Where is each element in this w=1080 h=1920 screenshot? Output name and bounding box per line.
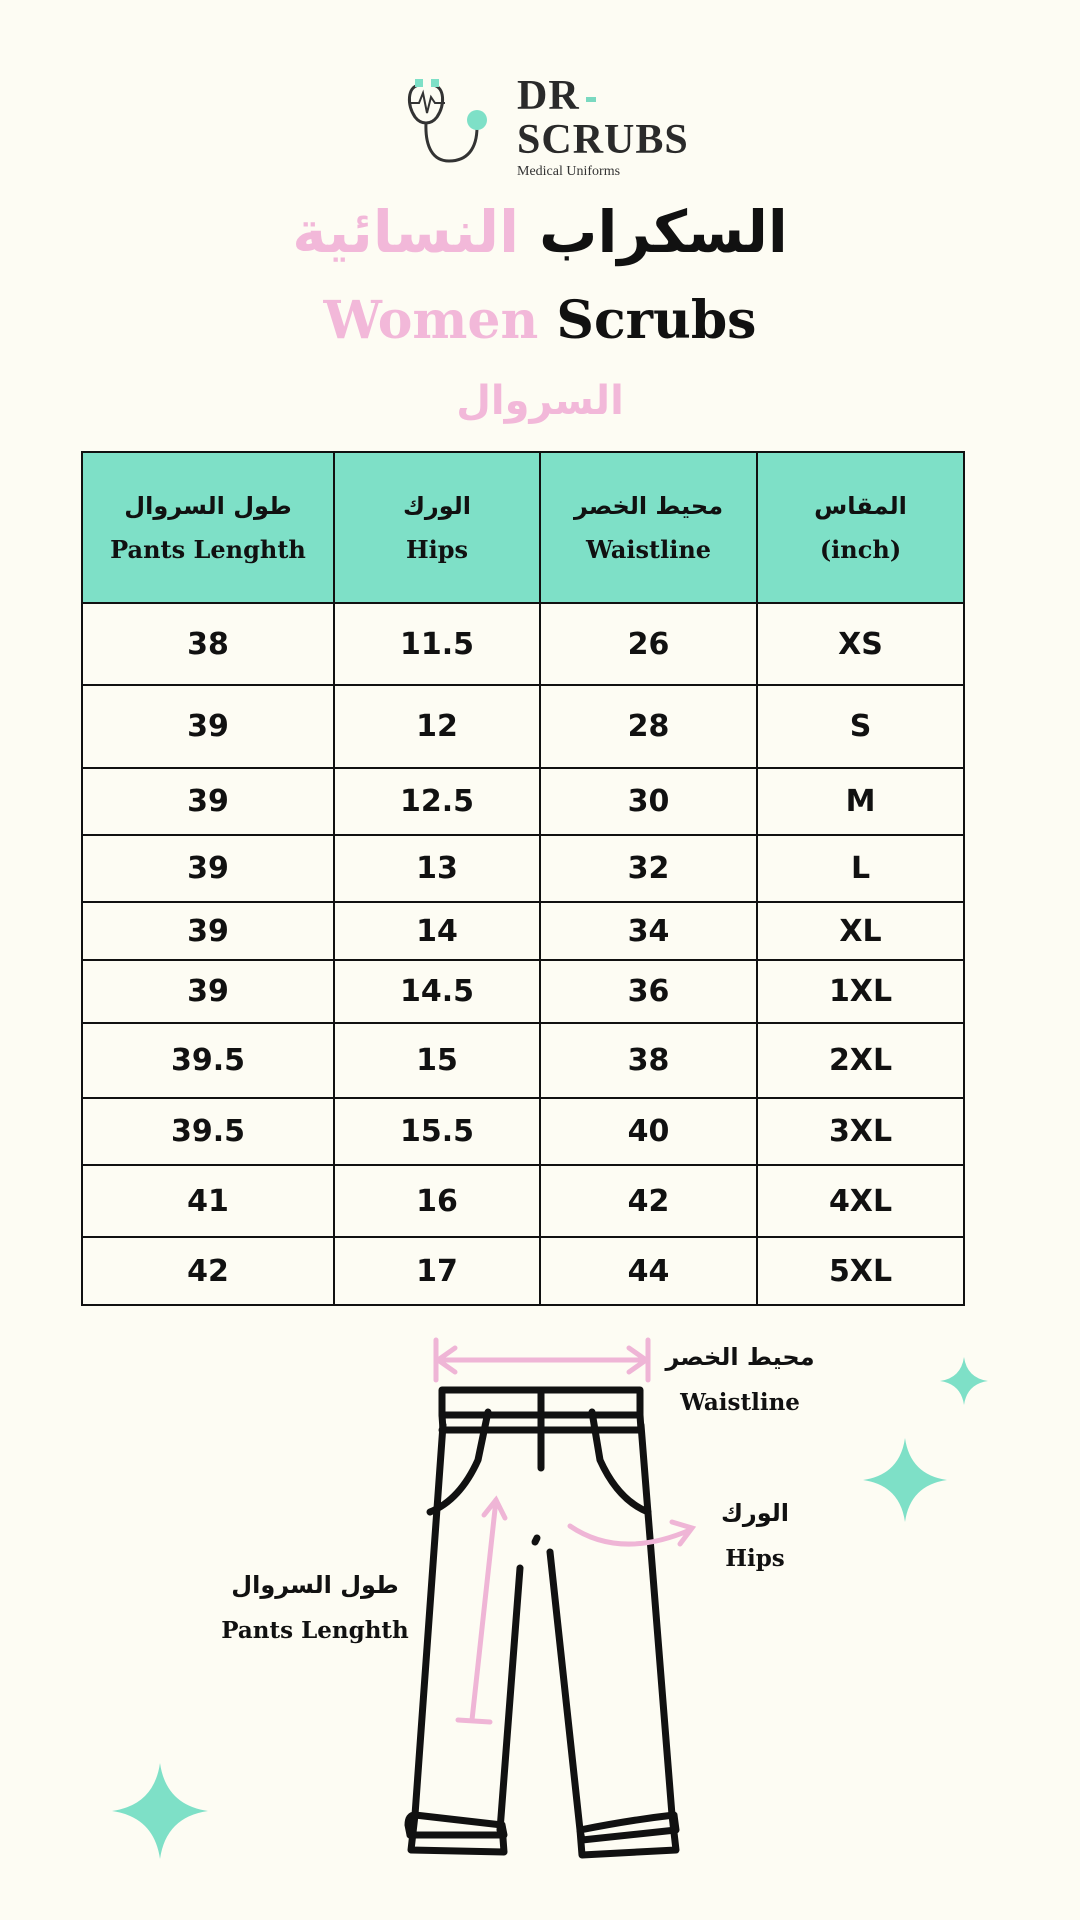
cell-hips: 13 <box>334 835 540 902</box>
cell-waist: 44 <box>540 1237 757 1305</box>
pants-outline <box>408 1390 676 1855</box>
label-hips <box>700 1490 810 1582</box>
header-waistline-ar: محيط الخصر <box>573 491 724 520</box>
label-hips-ar: الورك <box>720 1499 790 1527</box>
header-waistline-en: Waistline <box>585 534 712 564</box>
title-arabic <box>0 198 1080 266</box>
cell-hips: 17 <box>334 1237 540 1305</box>
cell-size: XS <box>757 603 964 685</box>
table-row <box>82 1098 964 1165</box>
label-pants-length <box>215 1562 415 1654</box>
waist-arrow-icon <box>436 1340 648 1380</box>
table-row <box>82 902 964 960</box>
table-row <box>82 835 964 902</box>
cell-waist: 36 <box>540 960 757 1023</box>
cell-size: 3XL <box>757 1098 964 1165</box>
table-row <box>82 603 964 685</box>
header-size <box>757 452 964 603</box>
table-row <box>82 1023 964 1098</box>
cell-pants-length: 39 <box>82 960 334 1023</box>
label-waistline-ar: محيط الخصر <box>665 1343 815 1371</box>
table-row <box>82 768 964 835</box>
header-hips-ar: الورك <box>402 491 472 520</box>
cell-waist: 28 <box>540 685 757 768</box>
cell-hips: 16 <box>334 1165 540 1237</box>
cell-hips: 15 <box>334 1023 540 1098</box>
cell-size: 1XL <box>757 960 964 1023</box>
header-pants-length <box>82 452 334 603</box>
header-size-en: (inch) <box>819 534 902 564</box>
cell-waist: 34 <box>540 902 757 960</box>
cell-hips: 14 <box>334 902 540 960</box>
cell-waist: 40 <box>540 1098 757 1165</box>
title-ar-pink: النسائية <box>292 198 519 266</box>
hips-arrow-icon <box>570 1522 692 1544</box>
table-row <box>82 1237 964 1305</box>
cell-waist: 30 <box>540 768 757 835</box>
title-ar-black: السكراب <box>539 198 788 266</box>
cell-pants-length: 39 <box>82 835 334 902</box>
header-size-ar: المقاس <box>814 491 907 520</box>
cell-size: 2XL <box>757 1023 964 1098</box>
cell-hips: 11.5 <box>334 603 540 685</box>
table-header-row <box>82 452 964 603</box>
cell-pants-length: 38 <box>82 603 334 685</box>
label-hips-en: Hips <box>725 1545 785 1572</box>
cell-waist: 32 <box>540 835 757 902</box>
brand-name-line2: SCRUBS <box>517 117 689 163</box>
header-waistline <box>540 452 757 603</box>
title-en-pink: Women <box>323 290 539 351</box>
cell-waist: 26 <box>540 603 757 685</box>
header-pants-length-en: Pants Lenghth <box>110 534 306 564</box>
cell-size: M <box>757 768 964 835</box>
header-pants-length-ar: طول السروال <box>124 491 292 520</box>
cell-hips: 15.5 <box>334 1098 540 1165</box>
cell-hips: 14.5 <box>334 960 540 1023</box>
label-pants-length-ar: طول السروال <box>231 1571 399 1599</box>
cell-pants-length: 41 <box>82 1165 334 1237</box>
label-waistline-en: Waistline <box>680 1389 800 1416</box>
header-hips-en: Hips <box>405 534 469 564</box>
cell-hips: 12 <box>334 685 540 768</box>
cell-size: XL <box>757 902 964 960</box>
title-en-black: Scrubs <box>556 290 757 351</box>
sparkle-icon <box>863 1438 947 1522</box>
brand-name-line1: DR <box>517 73 580 119</box>
header-hips <box>334 452 540 603</box>
brand-logo <box>405 70 689 190</box>
cell-waist: 42 <box>540 1165 757 1237</box>
table-row <box>82 1165 964 1237</box>
cell-pants-length: 39 <box>82 685 334 768</box>
sparkle-icon <box>940 1357 988 1405</box>
title-english <box>0 290 1080 351</box>
brand-tagline: Medical Uniforms <box>517 164 621 179</box>
cell-pants-length: 42 <box>82 1237 334 1305</box>
cell-hips: 12.5 <box>334 768 540 835</box>
cell-size: S <box>757 685 964 768</box>
cell-size: L <box>757 835 964 902</box>
sparkle-icon <box>112 1763 208 1859</box>
cell-size: 5XL <box>757 1237 964 1305</box>
label-pants-length-en: Pants Lenghth <box>221 1617 409 1644</box>
dash-mark <box>586 97 596 102</box>
cell-size: 4XL <box>757 1165 964 1237</box>
length-arrow-icon <box>458 1500 505 1722</box>
cell-pants-length: 39 <box>82 768 334 835</box>
subtitle-pants: السروال <box>456 378 624 424</box>
cell-pants-length: 39 <box>82 902 334 960</box>
cell-waist: 38 <box>540 1023 757 1098</box>
cell-pants-length: 39.5 <box>82 1023 334 1098</box>
stethoscope-icon <box>405 75 510 170</box>
size-chart-table <box>81 451 965 1306</box>
table-row <box>82 960 964 1023</box>
cell-pants-length: 39.5 <box>82 1098 334 1165</box>
table-row <box>82 685 964 768</box>
label-waistline <box>665 1334 815 1426</box>
